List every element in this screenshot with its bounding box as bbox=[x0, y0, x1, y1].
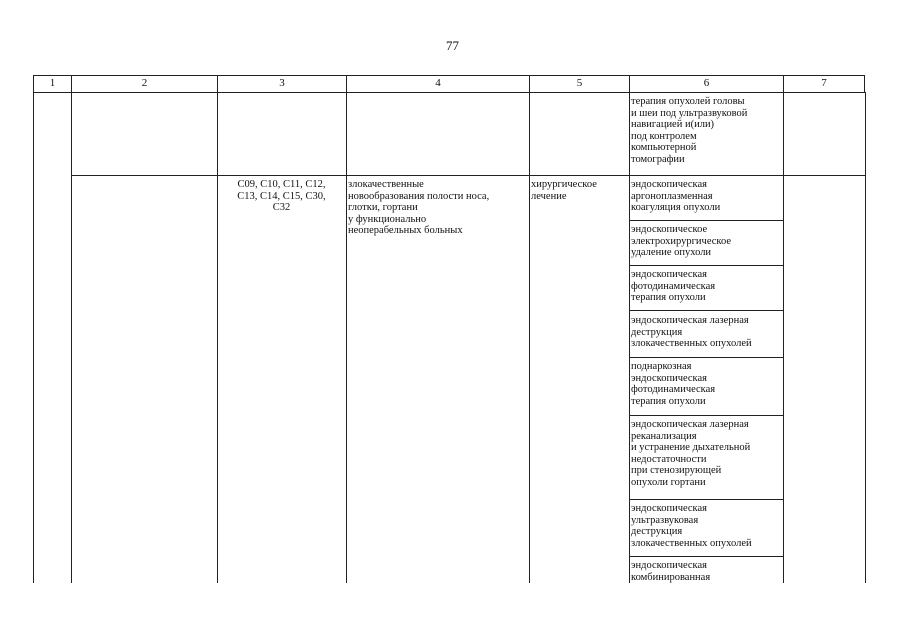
col-border bbox=[865, 92, 866, 583]
row-separator bbox=[71, 175, 865, 176]
method-entry: эндоскопическая лазерная деструкция злокачественных опухолей bbox=[631, 315, 752, 349]
col-border bbox=[629, 92, 630, 583]
method-separator bbox=[629, 556, 783, 557]
header-top-border bbox=[33, 75, 865, 76]
col-border bbox=[71, 92, 72, 583]
col-border bbox=[217, 92, 218, 583]
method-separator bbox=[629, 310, 783, 311]
method-entry: эндоскопическое электрохирургическое удаление опухоли bbox=[631, 224, 732, 258]
method-separator bbox=[629, 220, 783, 221]
header-col-3: 3 bbox=[217, 75, 346, 92]
col-border bbox=[346, 92, 347, 583]
method-entry: эндоскопическая аргоноплазменная коагуляция опухоли bbox=[631, 179, 721, 213]
method-entry: эндоскопическая фотодинамическая терапия опухоли bbox=[631, 269, 716, 303]
icd-codes: C09, C10, C11, C12, C13, C14, C15, C30, C32 bbox=[237, 179, 326, 213]
header-col-5: 5 bbox=[529, 75, 629, 92]
treatment-type: хирургическое лечение bbox=[531, 179, 597, 202]
col-border bbox=[33, 92, 34, 583]
method-entry: поднаркозная эндоскопическая фотодинамическая терапия опухоли bbox=[631, 361, 716, 407]
header-bottom-border bbox=[33, 92, 865, 93]
method-entry: эндоскопическая лазерная реканализация и устранение дыхательной недостаточности при стенозирующей опухоли гортани bbox=[631, 419, 751, 488]
method-separator bbox=[629, 265, 783, 266]
col-border bbox=[783, 92, 784, 583]
continuation-method: терапия опухолей головы и шеи под ультразвуковой навигацией и(или) под контролем компьютерной томографии bbox=[631, 96, 748, 165]
page-number: 77 bbox=[446, 38, 459, 53]
col-border bbox=[529, 92, 530, 583]
method-separator bbox=[629, 499, 783, 500]
method-separator bbox=[629, 357, 783, 358]
method-entry: эндоскопическая комбинированная bbox=[631, 560, 711, 583]
header-col-4: 4 bbox=[346, 75, 529, 92]
patient-model: злокачественные новообразования полости носа, глотки, гортани у функционально неоперабельных больных bbox=[348, 179, 490, 236]
method-entry: эндоскопическая ультразвуковая деструкция злокачественных опухолей bbox=[631, 503, 752, 549]
header-col-6: 6 bbox=[629, 75, 783, 92]
header-col-7: 7 bbox=[783, 75, 865, 92]
header-col-1: 1 bbox=[33, 75, 71, 92]
header-col-2: 2 bbox=[71, 75, 217, 92]
method-separator bbox=[629, 415, 783, 416]
